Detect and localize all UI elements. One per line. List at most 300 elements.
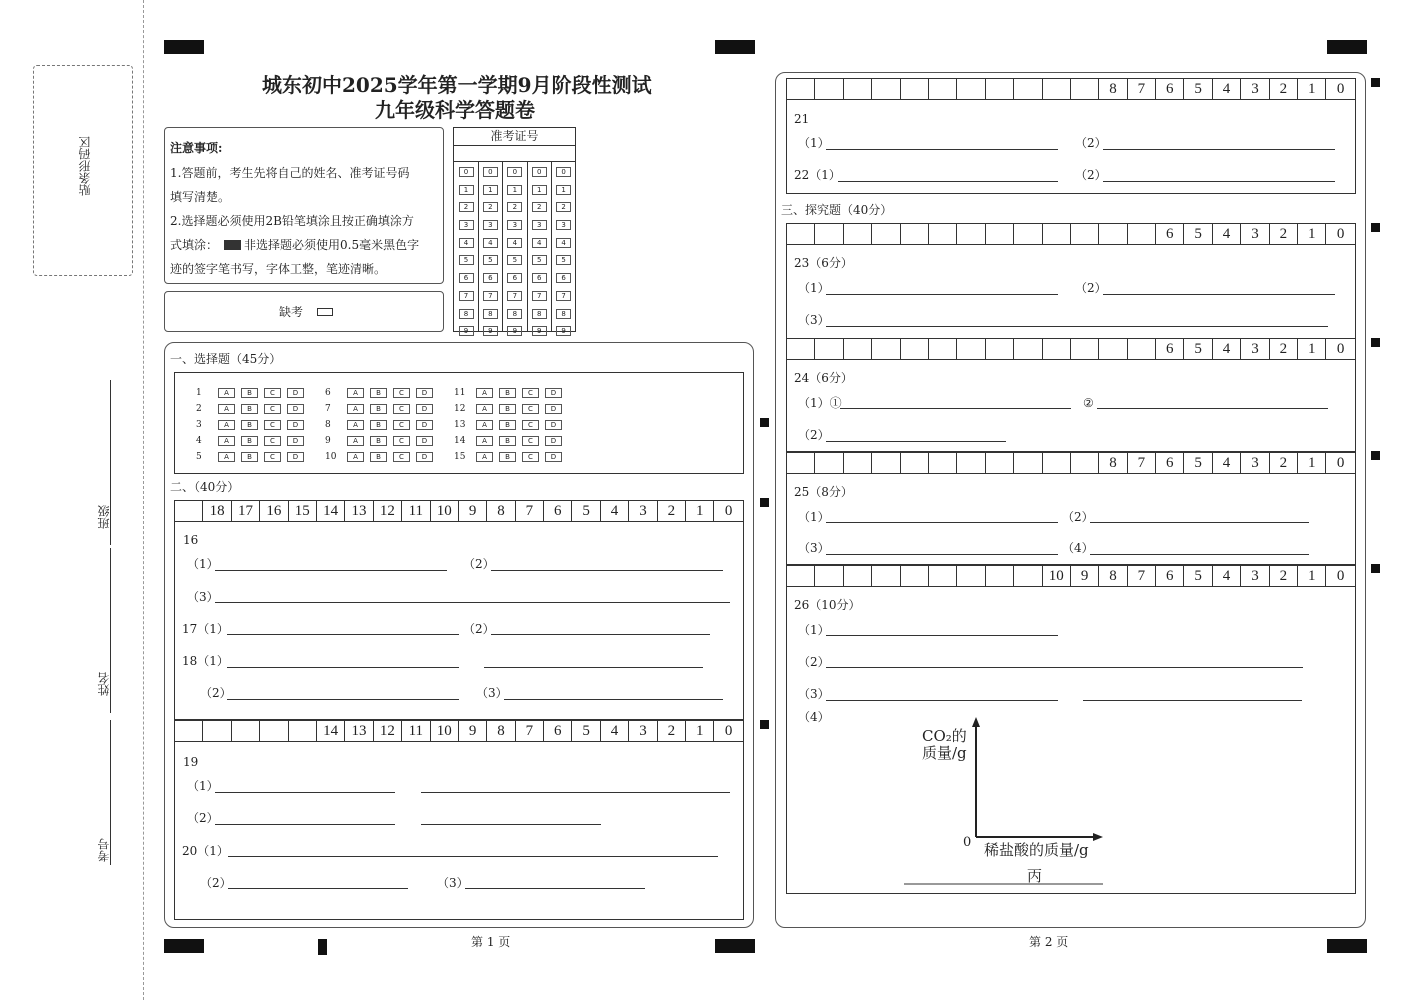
score-cell[interactable]: 6 [1156, 224, 1184, 244]
score-blank-cell [1128, 339, 1156, 359]
filled-sample-mark [224, 240, 241, 250]
score-cell[interactable]: 6 [544, 501, 572, 521]
score-cell[interactable]: 7 [516, 721, 544, 741]
score-cell[interactable]: 6 [1156, 566, 1184, 586]
mc-option-bubble[interactable]: B [370, 420, 387, 430]
absent-checkbox[interactable] [317, 308, 333, 316]
admission-digit-bubble[interactable]: 4 [507, 238, 522, 248]
score-cell[interactable]: 9 [1071, 566, 1099, 586]
score-cell[interactable]: 13 [345, 721, 373, 741]
answer-line[interactable] [1083, 700, 1302, 701]
score-cell[interactable]: 13 [345, 501, 373, 521]
admission-digit-bubble[interactable]: 8 [459, 309, 474, 319]
score-cell[interactable]: 3 [1241, 339, 1269, 359]
mc-option-bubble[interactable]: C [393, 420, 410, 430]
q16-18-frame [174, 500, 744, 720]
mc-option-bubble[interactable]: B [370, 404, 387, 414]
score-cell[interactable]: 1 [1298, 566, 1326, 586]
q19-number: 19 [183, 755, 199, 769]
score-cell[interactable]: 5 [1184, 79, 1212, 99]
mc-question-number: 8 [325, 419, 331, 430]
answer-line[interactable] [215, 570, 447, 571]
admission-digit-bubble[interactable]: 6 [483, 273, 498, 283]
answer-line[interactable] [215, 824, 395, 825]
mc-option-bubble[interactable]: A [476, 452, 493, 462]
score-blank-cell [872, 339, 900, 359]
mc-option-bubble[interactable]: D [287, 404, 304, 414]
admission-digit-bubble[interactable]: 4 [459, 238, 474, 248]
score-blank-cell [1071, 339, 1099, 359]
class-label: 班级 [97, 505, 111, 529]
admission-digit-bubble[interactable]: 5 [556, 255, 571, 265]
part-label: （3） [798, 687, 830, 701]
answer-line[interactable] [1103, 181, 1335, 182]
score-cell[interactable]: 0 [1336, 226, 1345, 242]
score-blank-cell [815, 224, 843, 244]
score-cell[interactable]: 3 [1241, 224, 1269, 244]
mc-option-bubble[interactable]: A [347, 436, 364, 446]
mc-option-bubble[interactable]: C [393, 404, 410, 414]
admission-digit-bubble[interactable]: 8 [507, 309, 522, 319]
admission-digit-bubble[interactable]: 0 [556, 167, 571, 177]
answer-line[interactable] [826, 554, 1058, 555]
score-cell[interactable]: 2 [1270, 453, 1298, 473]
exam-no-label: 考号 [97, 838, 111, 862]
admission-digit-bubble[interactable]: 9 [483, 326, 498, 336]
admission-digit-bubble[interactable]: 1 [556, 185, 571, 195]
admission-digit-bubble[interactable]: 7 [459, 291, 474, 301]
mc-option-bubble[interactable]: A [218, 452, 235, 462]
score-blank-cell [289, 721, 317, 741]
score-cell[interactable]: 1 [686, 721, 714, 741]
section3-title: 三、探究题（40分） [781, 203, 893, 217]
score-cell[interactable]: 4 [1213, 453, 1241, 473]
mc-option-bubble[interactable]: C [393, 452, 410, 462]
notice-line: 填写清楚。 [170, 190, 231, 204]
score-blank-cell [929, 224, 957, 244]
score-cell[interactable]: 4 [601, 501, 629, 521]
score-cell[interactable]: 8 [1099, 79, 1127, 99]
answer-line[interactable] [465, 888, 645, 889]
score-blank-cell [815, 566, 843, 586]
score-cell[interactable]: 9 [459, 721, 487, 741]
admission-digit-bubble[interactable]: 9 [532, 326, 547, 336]
mc-question-row [196, 384, 310, 400]
mc-option-bubble[interactable]: D [287, 420, 304, 430]
mc-option-bubble[interactable]: B [241, 420, 258, 430]
score-cell[interactable]: 5 [1184, 566, 1212, 586]
score-cell[interactable]: 11 [402, 501, 430, 521]
score-cell[interactable]: 8 [1099, 453, 1127, 473]
admission-digit-bubble[interactable]: 4 [556, 238, 571, 248]
score-cell[interactable]: 3 [629, 721, 657, 741]
mc-question-number: 2 [196, 403, 202, 414]
mc-option-bubble[interactable]: A [218, 420, 235, 430]
mc-option-bubble[interactable]: A [347, 404, 364, 414]
admission-digit-bubble[interactable]: 3 [507, 220, 522, 230]
score-cell[interactable]: 8 [487, 721, 515, 741]
mc-option-bubble[interactable]: D [416, 420, 433, 430]
answer-line[interactable] [826, 700, 1058, 701]
admission-digit-bubble[interactable]: 7 [507, 291, 522, 301]
score-cell[interactable]: 3 [1241, 453, 1269, 473]
mc-option-bubble[interactable]: D [545, 388, 562, 398]
admission-digit-bubble[interactable]: 3 [556, 220, 571, 230]
q17-number: 17（1） [182, 622, 229, 636]
notice-line: 非选择题必须使用0.5毫米黑色字 [244, 238, 420, 252]
mc-question-number: 6 [325, 387, 331, 398]
notice-line: 迹的签字笔书写，字体工整，笔迹清晰。 [170, 262, 387, 276]
mc-question-row [454, 432, 568, 448]
part-label: （1） [798, 510, 830, 524]
answer-line[interactable] [421, 792, 730, 793]
score-cell[interactable]: 1 [1298, 339, 1326, 359]
score-cell[interactable]: 0 [724, 503, 733, 519]
mc-option-bubble[interactable]: B [241, 404, 258, 414]
mc-question-number: 13 [454, 419, 466, 430]
score-cell[interactable]: 5 [572, 721, 600, 741]
mc-option-bubble[interactable]: A [218, 436, 235, 446]
mc-question-number: 1 [196, 387, 202, 398]
score-blank-cell [986, 339, 1014, 359]
mark-bl [164, 939, 204, 953]
score-blank-cell [1014, 566, 1042, 586]
score-cell[interactable]: 7 [516, 501, 544, 521]
admission-digit-bubble[interactable]: 1 [532, 185, 547, 195]
answer-line[interactable] [484, 667, 703, 668]
answer-line[interactable] [826, 441, 1006, 442]
score-cell[interactable]: 1 [1298, 453, 1326, 473]
answer-line[interactable] [228, 888, 408, 889]
timing-mark [1371, 338, 1380, 347]
mc-option-bubble[interactable]: B [241, 388, 258, 398]
admission-digit-bubble[interactable]: 3 [459, 220, 474, 230]
mc-question-number: 3 [196, 419, 202, 430]
answer-line[interactable] [1090, 522, 1309, 523]
mc-option-bubble[interactable]: A [476, 420, 493, 430]
admission-digit-bubble[interactable]: 5 [532, 255, 547, 265]
answer-line[interactable] [504, 699, 723, 700]
mc-question-row [454, 400, 568, 416]
score-cell[interactable]: 14 [317, 501, 345, 521]
score-blank-cell [232, 721, 260, 741]
admission-digit-bubble[interactable]: 6 [459, 273, 474, 283]
score-cell[interactable]: 8 [487, 501, 515, 521]
answer-line[interactable] [840, 408, 1071, 409]
answer-line[interactable] [215, 792, 395, 793]
mc-question-row [454, 448, 568, 464]
score-cell[interactable]: 0 [1336, 341, 1345, 357]
score-cell[interactable]: 4 [1213, 79, 1241, 99]
part-label: （2） [187, 811, 219, 825]
score-cell[interactable]: 6 [1156, 79, 1184, 99]
mc-option-bubble[interactable]: D [545, 420, 562, 430]
score-cell[interactable]: 2 [658, 501, 686, 521]
answer-line[interactable] [826, 522, 1058, 523]
admission-digit-bubble[interactable]: 7 [556, 291, 571, 301]
score-cell[interactable]: 9 [459, 501, 487, 521]
admission-digit-bubble[interactable]: 2 [507, 202, 522, 212]
admission-digit-bubble[interactable]: 1 [459, 185, 474, 195]
score-cell[interactable]: 10 [431, 721, 459, 741]
score-blank-cell [844, 224, 872, 244]
admission-digit-bubble[interactable]: 2 [556, 202, 571, 212]
admission-digit-bubble[interactable]: 7 [483, 291, 498, 301]
score-cell[interactable]: 0 [1336, 81, 1345, 97]
timing-mark [760, 418, 769, 427]
mc-option-bubble[interactable]: A [347, 452, 364, 462]
score-row [786, 452, 1356, 474]
score-blank-cell [787, 224, 815, 244]
score-blank-cell [1071, 224, 1099, 244]
part-label: （1） [187, 557, 219, 571]
mc-option-bubble[interactable]: B [370, 452, 387, 462]
answer-line[interactable] [826, 326, 1328, 327]
mc-option-bubble[interactable]: A [347, 388, 364, 398]
graph-xlabel: 稀盐酸的质量/g [984, 841, 1089, 859]
admission-digit-bubble[interactable]: 0 [459, 167, 474, 177]
score-cell[interactable]: 6 [1156, 339, 1184, 359]
answer-line[interactable] [838, 181, 1058, 182]
answer-line[interactable] [826, 635, 1058, 636]
score-cell[interactable]: 5 [572, 501, 600, 521]
part-label: （2） [200, 876, 232, 890]
score-blank-cell [1043, 224, 1071, 244]
score-cell[interactable]: 10 [1043, 566, 1071, 586]
score-cell[interactable]: 5 [1184, 453, 1212, 473]
score-cell[interactable]: 6 [544, 721, 572, 741]
mc-option-bubble[interactable]: C [264, 404, 281, 414]
mark-bottom-small [318, 939, 327, 955]
mc-option-bubble[interactable]: D [416, 452, 433, 462]
score-cell[interactable]: 12 [374, 501, 402, 521]
admission-digit-bubble[interactable]: 6 [507, 273, 522, 283]
score-cell[interactable]: 3 [1241, 566, 1269, 586]
mc-question-row [325, 384, 439, 400]
admission-digit-bubble[interactable]: 9 [556, 326, 571, 336]
mc-option-bubble[interactable]: D [416, 436, 433, 446]
mc-column [196, 384, 310, 464]
score-cell[interactable]: 3 [629, 501, 657, 521]
answer-line[interactable] [491, 634, 710, 635]
admission-digit-bubble[interactable]: 2 [483, 202, 498, 212]
mc-option-bubble[interactable]: A [476, 404, 493, 414]
score-cell[interactable]: 0 [1336, 568, 1345, 584]
score-cell[interactable]: 7 [1128, 566, 1156, 586]
score-blank-cell [957, 339, 985, 359]
score-cell[interactable]: 11 [402, 721, 430, 741]
admission-digit-bubble[interactable]: 4 [483, 238, 498, 248]
mc-option-bubble[interactable]: D [416, 404, 433, 414]
score-cell[interactable]: 8 [1099, 566, 1127, 586]
score-cell[interactable]: 4 [1213, 566, 1241, 586]
score-cell[interactable]: 2 [1270, 224, 1298, 244]
admission-digit-bubble[interactable]: 3 [532, 220, 547, 230]
score-cell[interactable]: 10 [431, 501, 459, 521]
score-cell[interactable]: 1 [686, 501, 714, 521]
mc-option-bubble[interactable]: B [499, 420, 516, 430]
answer-line[interactable] [227, 634, 459, 635]
admission-digit-bubble[interactable]: 5 [507, 255, 522, 265]
answer-line[interactable] [1103, 294, 1335, 295]
part-label: （1） [187, 779, 219, 793]
score-cell[interactable]: 4 [1213, 224, 1241, 244]
mc-option-bubble[interactable]: B [370, 388, 387, 398]
graph-ylabel: CO₂的 [922, 727, 967, 745]
mc-option-bubble[interactable]: C [264, 452, 281, 462]
x-axis-arrow [1093, 833, 1103, 841]
mc-option-bubble[interactable]: C [522, 436, 539, 446]
answer-line[interactable] [215, 602, 730, 603]
part-label: （2） [1075, 281, 1107, 295]
mc-option-bubble[interactable]: C [264, 436, 281, 446]
admission-digit-bubble[interactable]: 9 [507, 326, 522, 336]
mc-question-number: 11 [454, 387, 466, 398]
answer-line[interactable] [1090, 554, 1309, 555]
mc-option-bubble[interactable]: C [522, 404, 539, 414]
mc-option-bubble[interactable]: C [264, 420, 281, 430]
answer-line[interactable] [227, 667, 459, 668]
score-cell[interactable]: 1 [1298, 79, 1326, 99]
mc-question-row [325, 400, 439, 416]
score-cell[interactable]: 5 [1184, 339, 1212, 359]
score-blank-cell [844, 339, 872, 359]
score-cell[interactable]: 5 [1184, 224, 1212, 244]
mc-option-bubble[interactable]: C [522, 452, 539, 462]
admission-digit-bubble[interactable]: 8 [556, 309, 571, 319]
mc-option-bubble[interactable]: D [545, 436, 562, 446]
score-blank-cell [1014, 224, 1042, 244]
mc-option-bubble[interactable]: D [545, 404, 562, 414]
score-blank-cell [929, 453, 957, 473]
mc-option-bubble[interactable]: A [476, 388, 493, 398]
admission-digit-bubble[interactable]: 4 [532, 238, 547, 248]
admission-digit-bubble[interactable]: 6 [556, 273, 571, 283]
admission-digit-bubble[interactable]: 5 [459, 255, 474, 265]
mc-option-bubble[interactable]: C [522, 420, 539, 430]
admission-digit-bubble[interactable]: 1 [507, 185, 522, 195]
admission-digit-bubble[interactable]: 0 [532, 167, 547, 177]
mc-option-bubble[interactable]: C [264, 388, 281, 398]
mc-option-bubble[interactable]: B [499, 436, 516, 446]
q19-20-frame [174, 720, 744, 920]
score-blank-cell [1014, 79, 1042, 99]
mc-option-bubble[interactable]: A [476, 436, 493, 446]
mc-option-bubble[interactable]: B [241, 436, 258, 446]
mc-column [325, 384, 439, 464]
score-cell[interactable]: 1 [1298, 224, 1326, 244]
admission-digit-bubble[interactable]: 2 [532, 202, 547, 212]
admission-digit-bubble[interactable]: 3 [483, 220, 498, 230]
score-cell[interactable]: 16 [260, 501, 288, 521]
score-blank-cell [175, 721, 203, 741]
score-blank-cell [901, 224, 929, 244]
mc-option-bubble[interactable]: D [416, 388, 433, 398]
mark-bm [715, 939, 755, 953]
answer-line[interactable] [1097, 408, 1328, 409]
admission-digit-bubble[interactable]: 1 [483, 185, 498, 195]
part-label: （2） [798, 428, 830, 442]
graph-origin: 0 [963, 835, 972, 850]
score-cell[interactable]: 14 [317, 721, 345, 741]
score-blank-cell [787, 79, 815, 99]
score-cell[interactable]: 2 [1270, 339, 1298, 359]
score-cell[interactable]: 4 [601, 721, 629, 741]
score-cell[interactable]: 7 [1128, 79, 1156, 99]
score-blank-cell [1128, 224, 1156, 244]
answer-line[interactable] [826, 667, 1303, 668]
timing-mark [760, 720, 769, 729]
mc-option-bubble[interactable]: B [241, 452, 258, 462]
mc-option-bubble[interactable]: D [287, 436, 304, 446]
score-cell[interactable]: 4 [1213, 339, 1241, 359]
answer-line[interactable] [826, 149, 1058, 150]
mc-option-bubble[interactable]: C [393, 436, 410, 446]
mc-option-bubble[interactable]: A [218, 404, 235, 414]
score-row [174, 720, 744, 742]
score-cell[interactable]: 12 [374, 721, 402, 741]
mc-option-bubble[interactable]: A [218, 388, 235, 398]
mc-option-bubble[interactable]: B [499, 452, 516, 462]
admission-digit-bubble[interactable]: 0 [507, 167, 522, 177]
score-cell[interactable]: 0 [724, 723, 733, 739]
score-cell[interactable]: 3 [1241, 79, 1269, 99]
admission-digit-bubble[interactable]: 7 [532, 291, 547, 301]
answer-line[interactable] [421, 824, 601, 825]
admission-write-row [454, 146, 575, 162]
admission-digit-bubble[interactable]: 9 [459, 326, 474, 336]
score-cell[interactable]: 15 [289, 501, 317, 521]
score-cell[interactable]: 17 [232, 501, 260, 521]
answer-line[interactable] [1103, 149, 1335, 150]
score-cell[interactable]: 7 [1128, 453, 1156, 473]
admission-digit-bubble[interactable]: 2 [459, 202, 474, 212]
score-cell[interactable]: 18 [203, 501, 231, 521]
part-label: （1） [798, 623, 830, 637]
score-cell[interactable]: 0 [1336, 455, 1345, 471]
admission-digit-bubble[interactable]: 8 [532, 309, 547, 319]
score-row [786, 565, 1356, 587]
mc-option-bubble[interactable]: B [499, 404, 516, 414]
mc-option-bubble[interactable]: D [545, 452, 562, 462]
mc-option-bubble[interactable]: A [347, 420, 364, 430]
mc-option-bubble[interactable]: B [370, 436, 387, 446]
score-cell[interactable]: 6 [1156, 453, 1184, 473]
answer-line[interactable] [227, 699, 459, 700]
score-blank-cell [872, 224, 900, 244]
mc-option-bubble[interactable]: C [522, 388, 539, 398]
admission-digit-bubble[interactable]: 8 [483, 309, 498, 319]
mc-option-bubble[interactable]: B [499, 388, 516, 398]
answer-line[interactable] [826, 294, 1058, 295]
admission-digit-bubble[interactable]: 0 [483, 167, 498, 177]
mc-option-bubble[interactable]: C [393, 388, 410, 398]
mc-question-row [196, 400, 310, 416]
score-cell[interactable]: 2 [1270, 79, 1298, 99]
mc-option-bubble[interactable]: D [287, 452, 304, 462]
part-label: ② [1083, 396, 1094, 410]
answer-line[interactable] [228, 856, 718, 857]
admission-digit-bubble[interactable]: 5 [483, 255, 498, 265]
mc-option-bubble[interactable]: D [287, 388, 304, 398]
score-blank-cell [957, 224, 985, 244]
score-blank-cell [815, 339, 843, 359]
score-cell[interactable]: 2 [1270, 566, 1298, 586]
score-cell[interactable]: 2 [658, 721, 686, 741]
q23-number: 23（6分） [794, 256, 853, 270]
answer-line[interactable] [491, 570, 723, 571]
admission-digit-bubble[interactable]: 6 [532, 273, 547, 283]
